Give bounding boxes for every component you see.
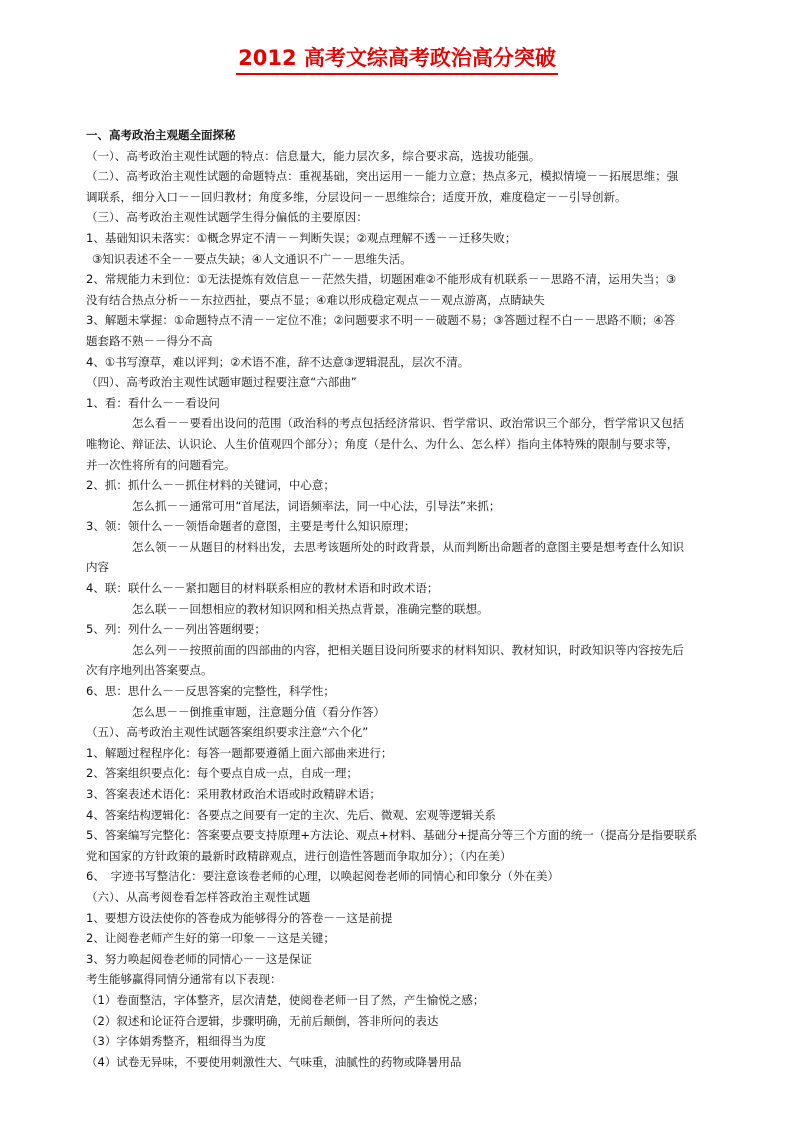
list-item: 3、努力唤起阅卷老师的同情心－－这是保证 [86,951,312,966]
list-item: 4、联：联什么－－紧扣题目的材料联系相应的教材术语和时政术语； [86,581,439,596]
paragraph-line: （二）、高考政治主观性试题的命题特点：重视基础，突出运用－－能力立意；热点多元，模拟情境－－拓展思维；强 [86,169,679,184]
list-item: 1、解题过程程序化：每答一题都要遵循上面六部曲来进行； [86,745,393,760]
list-item: （2）叙述和论证符合逻辑，步骤明确，无前后颠倒，答非所问的表达 [86,1013,439,1028]
explanation-line: 怎么思－－倒推重审题，注意题分值（看分作答） [132,704,385,719]
section-heading: 一、高考政治主观题全面探秘 [86,128,236,142]
list-item: 4、答案结构逻辑化：各要点之间要有一定的主次、先后、微观、宏观等逻辑关系 [86,807,496,822]
list-item: （4）试卷无异味，不要使用刺激性大、气味重，油腻性的药物或降暑用品 [86,1054,462,1069]
subsection-heading: （五）、高考政治主观性试题答案组织要求注意“六个化” [86,725,369,740]
document-body [86,125,711,1072]
list-item: 3、解题未掌握：①命题特点不清－－定位不准；②问题要求不明－－破题不易；③答题过程不白－－思路不顺；④答 [86,313,676,328]
list-item: （3）字体娟秀整齐，粗细得当为度 [86,1034,266,1049]
subsection-heading: （一）、高考政治主观性试题的特点：信息量大，能力层次多，综合要求高，选拔功能强。 [86,148,541,163]
list-item-continuation: 党和国家的方针政策的最新时政精辟观点，进行创造性答题而争取加分）；（内在美） [86,848,512,863]
list-item: 1、看：看什么－－看设问 [86,395,220,410]
paragraph-line: 考生能够赢得同情分通常有以下表现： [86,972,282,987]
document-title: 2012 高考文综高考政治高分突破 [236,44,558,75]
list-item: 5、列：列什么－－列出答题纲要； [86,622,266,637]
explanation-line: 怎么看－－要看出设问的范围（政治科的考点包括经济常识、哲学常识、政治常识三个部分，哲学常识又包括 [132,416,684,431]
list-item: （1）卷面整洁，字体整齐，层次清楚，使阅卷老师一目了然，产生愉悦之感； [86,992,485,1007]
list-item: 3、答案表述术语化：采用教材政治术语或时政精辟术语； [86,787,381,801]
explanation-line: 并一次性将所有的问题看完。 [86,457,236,472]
list-item: 2、让阅卷老师产生好的第一印象－－这是关键； [86,931,335,946]
list-item: 2、常规能力未到位：①无法提炼有效信息－－茫然失措，切题困难②不能形成有机联系－－思路不清，运用失当；③ [86,272,677,287]
explanation-line: 怎么列－－按照前面的四部曲的内容，把相关题目设问所要求的材料知识、教材知识，时政知识等内容按先后 [132,642,684,657]
explanation-line: 内容 [86,560,109,575]
paragraph-line: 调联系，细分入口－－回归教材；角度多维，分层设问－－思维综合；适度开放，难度稳定－－引导创新。 [86,189,627,204]
list-item-continuation: ③知识表述不全－－要点失缺；④人文通识不广－－思维失活。 [92,251,412,266]
list-item: 1、要想方设法使你的答卷成为能够得分的答卷－－这是前提 [86,910,393,925]
list-item: 3、领：领什么－－领悟命题者的意图，主要是考什么知识原理； [86,519,416,534]
explanation-line: 唯物论、辩证法、认识论、人生价值观四个部分）；角度（是什么、为什么、怎么样）指向主体特殊的限制与要求等， [86,436,679,451]
subsection-heading: （四）、高考政治主观性试题审题过程要注意“六部曲” [86,375,357,390]
list-item: 6、 字迹书写整洁化：要注意该卷老师的心理，以唤起阅卷老师的同情心和印象分（外在美） [86,869,560,884]
explanation-line: 怎么抓－－通常可用“首尾法，词语频率法，同一中心法，引导法”来抓； [132,498,501,513]
list-item: 4、①书写潦草，难以评判；②术语不准，辞不达意③逻辑混乱，层次不清。 [86,354,470,369]
list-item: 6、思：思什么－－反思答案的完整性，科学性； [86,684,335,699]
subsection-heading: （三）、高考政治主观性试题学生得分偏低的主要原因： [86,210,368,225]
title-container [0,44,794,75]
list-item: 2、抓：抓什么－－抓住材料的关键词，中心意； [86,478,335,493]
list-item: 1、基础知识未落实：①概念界定不清－－判断失误；②观点理解不透－－迁移失败； [86,230,517,245]
list-item: 5、答案编写完整化：答案要点要支持原理+方法论、观点+材料、基础分+提高分等三个方面的统一（提高分是指要联系 [86,828,698,843]
explanation-line: 怎么领－－从题目的材料出发，去思考该题所处的时政背景，从而判断出命题者的意图主要是想考查什么知识 [132,539,684,554]
explanation-line: 怎么联－－回想相应的教材知识网和相关热点背景，准确完整的联想。 [132,601,489,616]
list-item-continuation: 题套路不熟－－得分不高 [86,333,213,348]
subsection-heading: （六）、从高考阅卷看怎样答政治主观性试题 [86,889,311,904]
list-item: 2、答案组织要点化：每个要点自成一点，自成一理； [86,766,358,781]
list-item-continuation: 没有结合热点分析－－东拉西扯，要点不显；④难以形成稳定观点－－观点游离，点睛缺失 [86,292,545,307]
explanation-line: 次有序地列出答案要点。 [86,663,213,678]
